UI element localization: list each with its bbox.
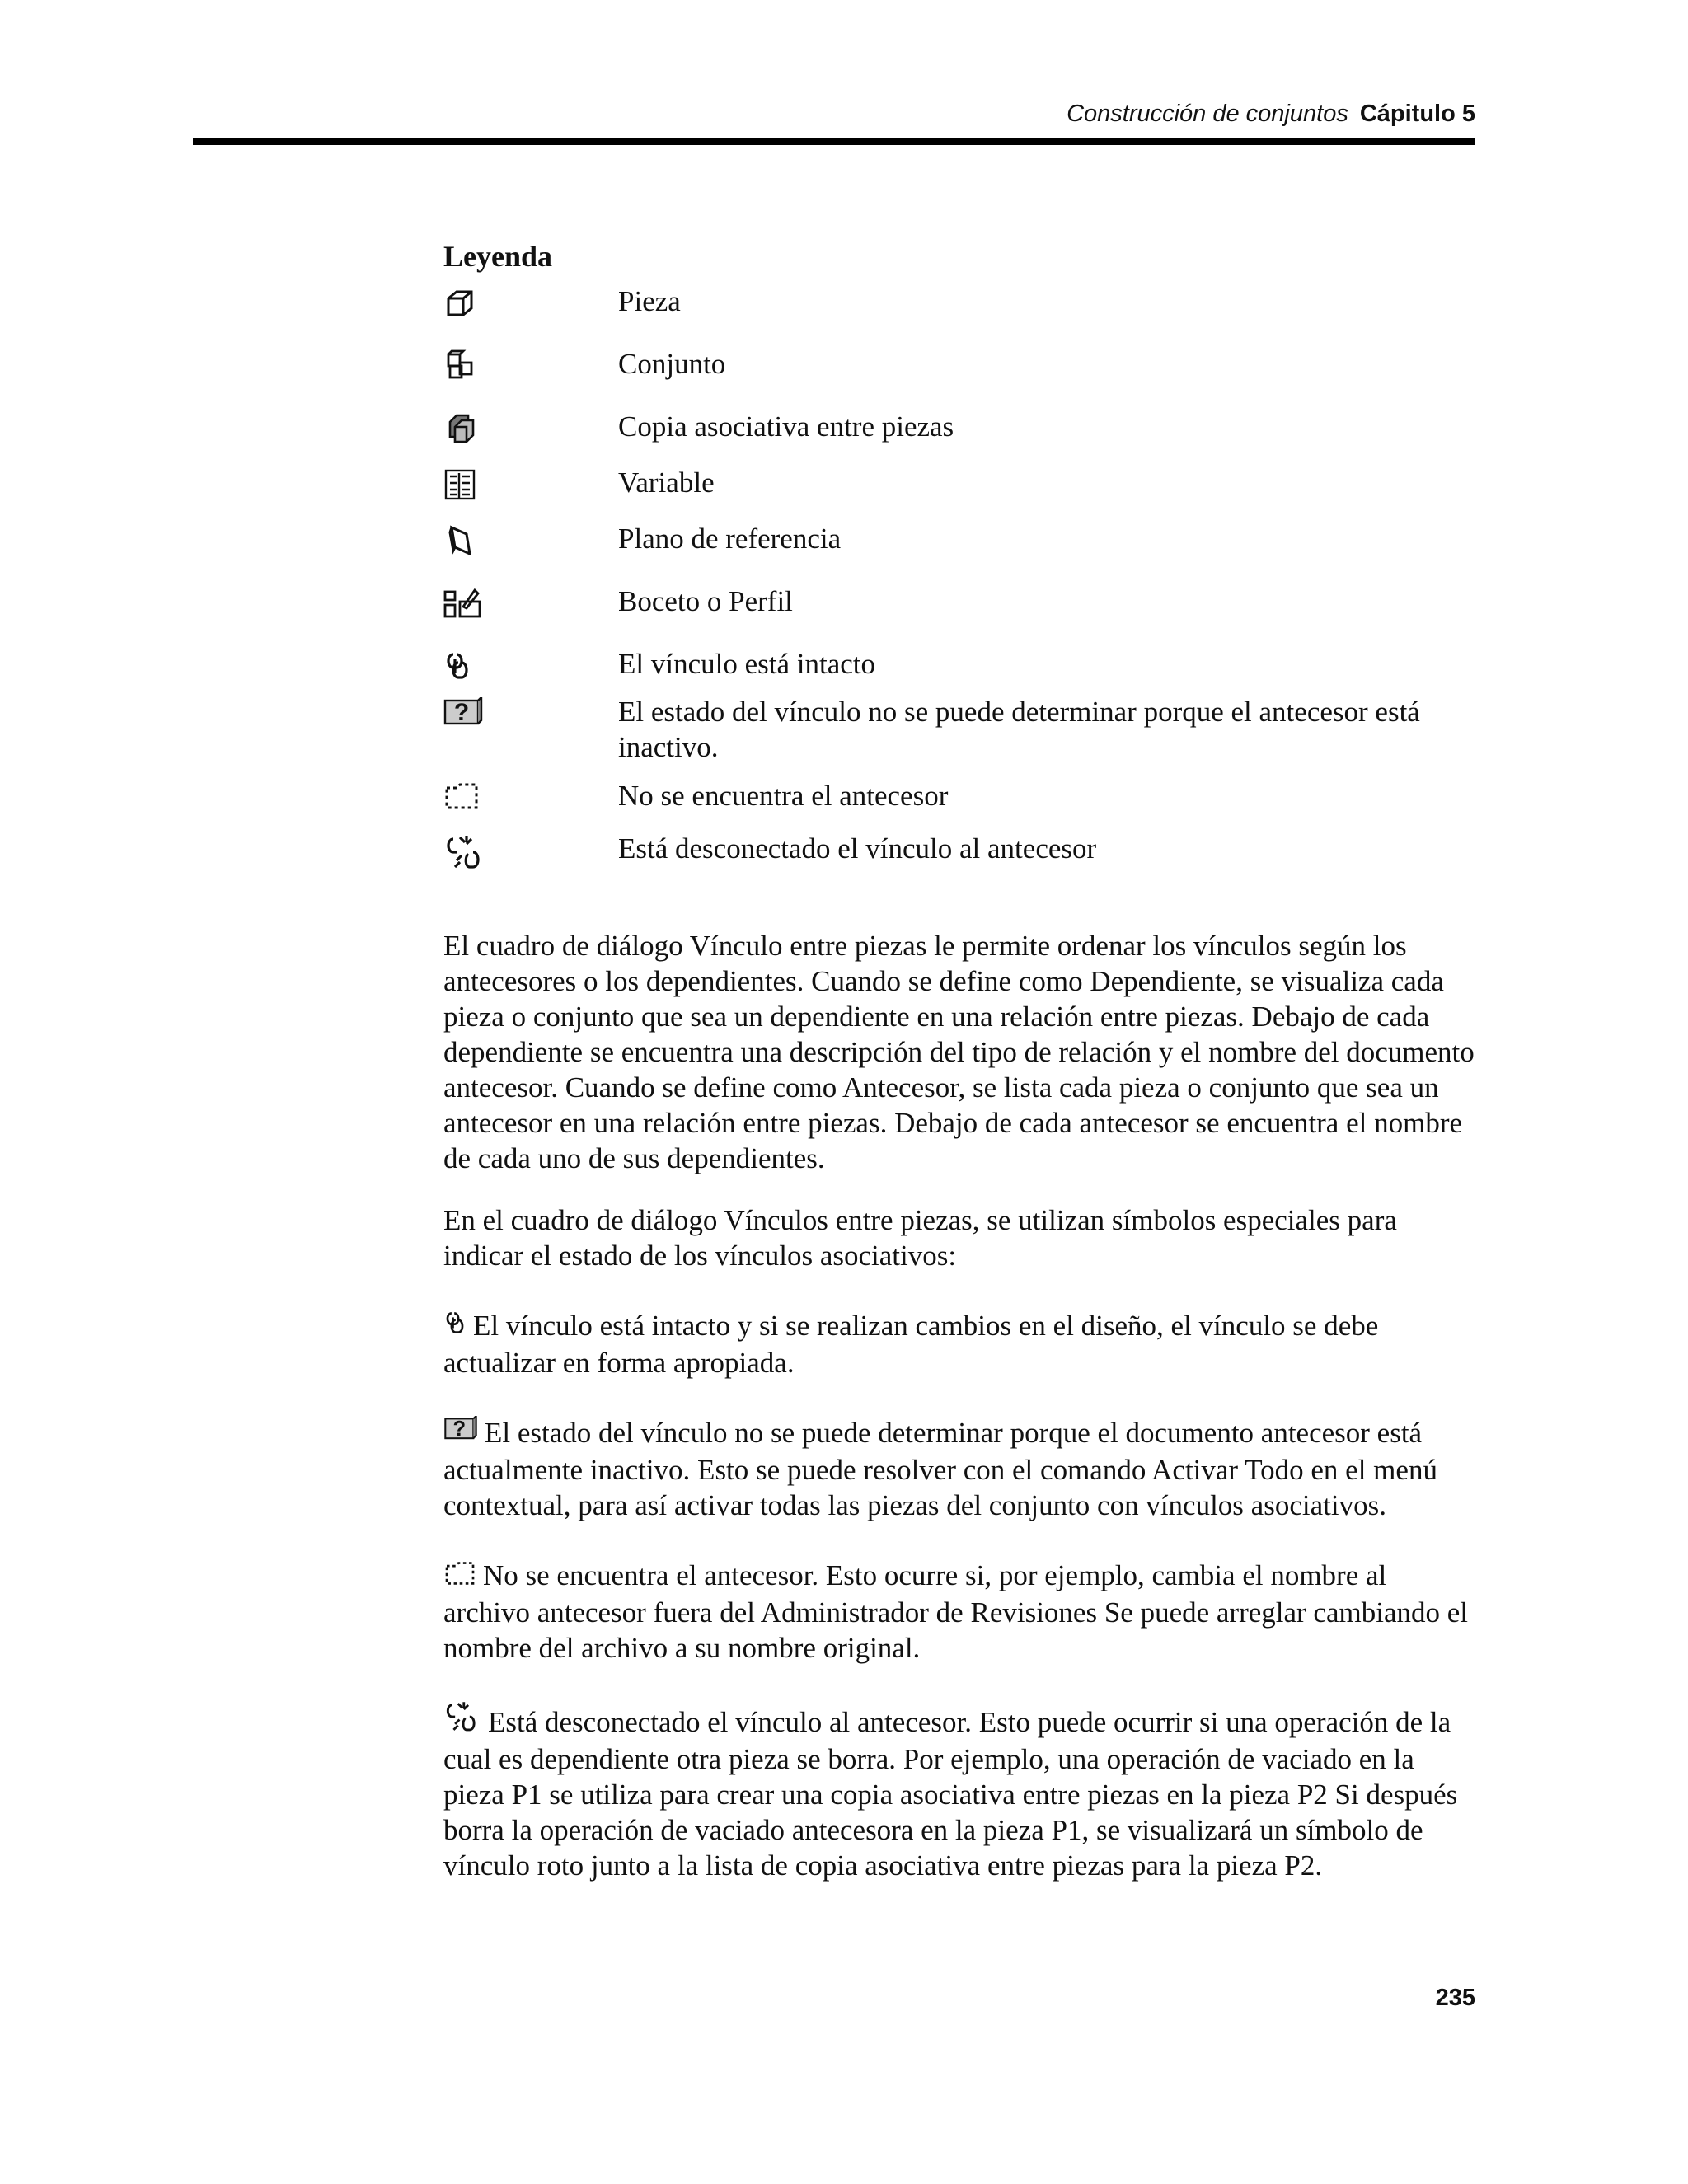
- assembly-icon: [443, 346, 618, 382]
- legend-row-link-unknown: [443, 694, 1475, 778]
- legend-label-link-unknown: El estado del vínculo no se puede determinar porque el antecesor está inactivo.: [618, 696, 1420, 763]
- running-header: [193, 97, 1475, 130]
- legend-label-link-broken: Está desconectado el vínculo al antecesor: [618, 832, 1097, 865]
- sketch-profile-icon: [443, 583, 618, 620]
- link-intact-icon: [443, 1309, 467, 1345]
- legend-row-link-broken: [443, 831, 1475, 880]
- legend-label-reference-plane: Plano de referencia: [618, 523, 842, 555]
- legend-label-interpart-copy: Copia asociativa entre piezas: [618, 410, 954, 443]
- link-broken-icon: [443, 1700, 481, 1741]
- legend-label-part: Pieza: [618, 285, 681, 317]
- legend-row-parent-missing: [443, 778, 1475, 831]
- paragraph-symbols: En el cuadro de diálogo Vínculos entre piezas, se utilizan símbolos especiales para indicar el estado de los vínculos asociativos:: [443, 1204, 1397, 1272]
- legend-label-link-intact: El vínculo está intacto: [618, 648, 875, 680]
- svg-text:?: ?: [453, 699, 470, 726]
- reference-plane-icon: [443, 521, 618, 557]
- paragraph-link-intact: [443, 1308, 1475, 1380]
- part-icon: [443, 284, 618, 320]
- paragraph-intro: El cuadro de diálogo Vínculo entre piezas le permite ordenar los vínculos según los antecesores o los dependientes. Cuando se define como Dependiente, se visualiza cada pieza o conjunto que sea un dependiente en una relación entre piezas. Debajo de cada dependiente se encuentra una descripción del tipo de relación y el nombre del documento antecesor. Cuando se define como Antecesor, se lista cada pieza o conjunto que sea un antecesor en una relación entre piezas. Debajo de cada antecesor se encuentra el nombre de cada uno de sus dependientes.: [443, 930, 1475, 1174]
- legend-row-link-intact: [443, 646, 1475, 694]
- paragraph-parent-missing: [443, 1558, 1475, 1666]
- header-chapter: Cápitulo 5: [1359, 101, 1475, 127]
- svg-text:?: ?: [452, 1417, 467, 1441]
- paragraph-link-unknown: [443, 1415, 1475, 1523]
- header-rule: [193, 138, 1475, 145]
- legend-row-assembly: [443, 346, 1475, 409]
- legend-row-interpart-copy: [443, 409, 1475, 465]
- paragraph-link-broken-text: Está desconectado el vínculo al antecesor. Esto puede ocurrir si una operación de la cual es dependiente otra pieza se borra. Por ejemplo, una operación de vaciado en la pieza P1 se utiliza para crear una copia asociativa entre piezas en la pieza P2 Si después borra la operación de vaciado antecesora en la pieza P1, se visualizará un símbolo de vínculo roto junto a la lista de copia asociativa entre piezas para la pieza P2.: [443, 1706, 1458, 1882]
- parent-missing-icon: [443, 1559, 476, 1595]
- paragraph-link-unknown-text: El estado del vínculo no se puede determinar porque el documento antecesor está actualmente inactivo. Esto se puede resolver con el comando Activar Todo en el menú contextual, para así activar todas las piezas del conjunto con vínculos asociativos.: [443, 1417, 1437, 1521]
- legend-row-sketch-profile: [443, 583, 1475, 646]
- page-number: 235: [1435, 1985, 1475, 2011]
- link-unknown-icon: [443, 1416, 478, 1452]
- legend-row-reference-plane: [443, 521, 1475, 583]
- paragraph-parent-missing-text: No se encuentra el antecesor. Esto ocurre si, por ejemplo, cambia el nombre al archivo antecesor fuera del Administrador de Revisiones Se puede arreglar cambiando el nombre del archivo a su nombre original.: [443, 1559, 1468, 1664]
- paragraph-link-intact-text: El vínculo está intacto y si se realizan cambios en el diseño, el vínculo se debe actualizar en forma apropiada.: [443, 1310, 1379, 1379]
- variable-icon: [443, 465, 618, 501]
- legend-label-parent-missing: No se encuentra el antecesor: [618, 780, 949, 812]
- legend-label-variable: Variable: [618, 466, 715, 499]
- paragraph-link-broken: [443, 1700, 1475, 1883]
- legend: [443, 237, 1475, 880]
- legend-title: Leyenda: [443, 240, 553, 273]
- link-broken-icon: [443, 831, 618, 870]
- legend-row-variable: [443, 465, 1475, 521]
- legend-row-part: [443, 284, 1475, 346]
- parent-missing-icon: [443, 778, 618, 811]
- legend-label-sketch-profile: Boceto o Perfil: [618, 585, 793, 617]
- interpart-copy-icon: [443, 409, 618, 445]
- legend-label-assembly: Conjunto: [618, 348, 726, 380]
- link-unknown-icon: [443, 694, 618, 730]
- body-text: [443, 928, 1475, 1883]
- header-section-title: Construcción de conjuntos: [1067, 101, 1348, 127]
- link-intact-icon: [443, 646, 618, 682]
